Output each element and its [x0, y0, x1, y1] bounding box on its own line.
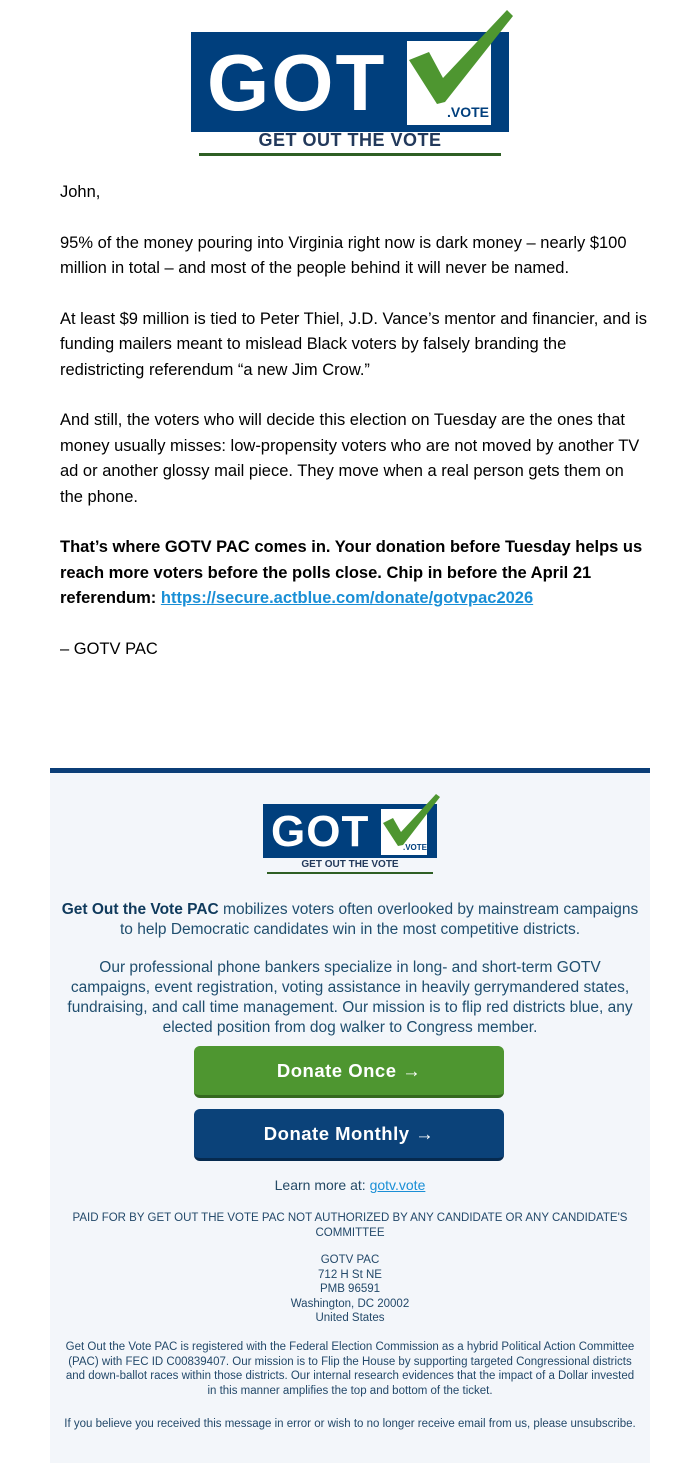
footer-logo-brand-text: GOT	[271, 807, 370, 856]
footer-about-text: mobilizes voters often overlooked by mainstream campaigns to help Democratic candidates win in the most competitive districts.	[119, 901, 639, 938]
footer-services: Our professional phone bankers specialize in long- and short-term GOTV campaigns, event registration, voting assistance in heavily gerrymandered states, fundraising, and call time management. Our mission is to flip red districts blue, any elected position from dog walker to Congress member.	[67, 959, 633, 1036]
footer-logo	[263, 793, 441, 875]
learn-more	[50, 1177, 650, 1193]
header-logo	[191, 8, 515, 158]
address-line: PMB 96591	[319, 1283, 381, 1295]
paragraph-thiel: At least $9 million is tied to Peter Thiel, J.D. Vance’s mentor and financier, and is funding mailers meant to mislead Black voters by falsely branding the redistricting referendum “a new Jim Crow.”	[60, 309, 647, 379]
donate-once-button[interactable]: Donate Once →	[194, 1046, 504, 1098]
address-line: 712 H St NE	[318, 1268, 382, 1281]
logo-underline	[199, 153, 501, 156]
email-body	[60, 180, 650, 687]
paragraph-dark-money: 95% of the money pouring into Virginia right now is dark money – nearly $100 million in total – and most of the people behind it will never be named.	[60, 233, 627, 277]
fec-disclaimer: Get Out the Vote PAC is registered with the Federal Election Commission as a hybrid Political Action Committee (PAC) with FEC ID C00839407. Our mission is to Flip the House by supporting targeted Congressional districts and down-ballot races within those districts. Our internal research evidences that the impact of a Dollar invested in this manner amplifies the top and bottom of the ticket.	[65, 1341, 635, 1397]
footer-checkmark-icon	[379, 793, 441, 849]
donate-monthly-button[interactable]: Donate Monthly →	[194, 1109, 504, 1161]
footer-logo-underline	[267, 872, 433, 874]
footer-about	[60, 900, 640, 940]
learn-more-link[interactable]: gotv.vote	[369, 1177, 426, 1193]
footer-logo-domain-text: .VOTE	[403, 843, 428, 852]
checkmark-icon	[403, 8, 515, 110]
footer-org-name: Get Out the Vote PAC	[61, 901, 219, 918]
address-line: GOTV PAC	[320, 1254, 380, 1266]
learn-more-label: Learn more at:	[274, 1177, 366, 1193]
address-line: Washington, DC 20002	[290, 1297, 410, 1310]
paragraph-voters: And still, the voters who will decide this election on Tuesday are the ones that money usually misses: low-propensity voters who are not moved by another TV ad or another glossy mail piece. They move when a real person gets them on the phone.	[60, 411, 640, 506]
logo-domain-text: .VOTE	[447, 104, 490, 120]
footer	[50, 768, 650, 1463]
cta-paragraph	[60, 535, 650, 612]
paid-for-disclaimer: PAID FOR BY GET OUT THE VOTE PAC NOT AUTHORIZED BY ANY CANDIDATE OR ANY CANDIDATE'S COMMITTEE	[72, 1212, 628, 1239]
greeting: John,	[60, 183, 101, 201]
unsubscribe-note: If you believe you received this message in error or wish to no longer receive email from us, please unsubscribe.	[64, 1418, 636, 1430]
mailing-address	[60, 1253, 640, 1326]
footer-logo-tagline: GET OUT THE VOTE	[301, 859, 399, 870]
signoff: – GOTV PAC	[60, 639, 158, 658]
logo-brand-text: GOT	[207, 38, 387, 127]
cta-text: That’s where GOTV PAC comes in. Your donation before Tuesday helps us reach more voters before the polls close. Chip in before the April 21 referendum:	[60, 538, 643, 607]
donate-link[interactable]: https://secure.actblue.com/donate/gotvpac2026	[160, 589, 534, 607]
address-line: United States	[315, 1312, 385, 1324]
logo-tagline: GET OUT THE VOTE	[258, 130, 442, 150]
